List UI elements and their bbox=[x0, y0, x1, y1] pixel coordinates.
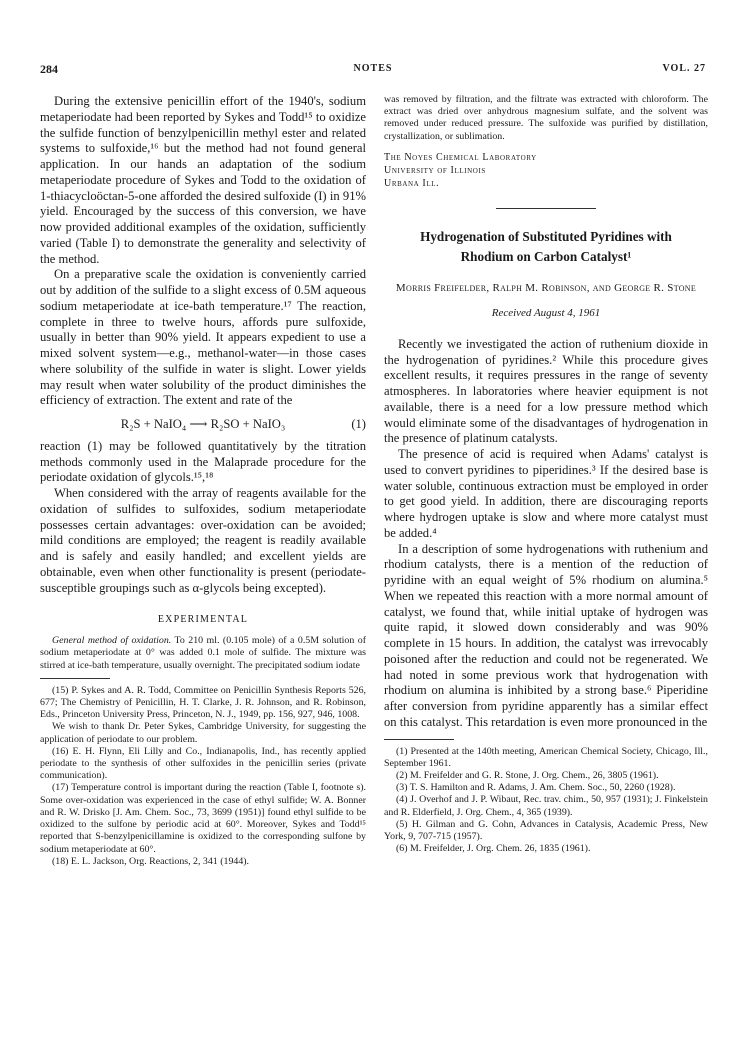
footnote: (18) E. L. Jackson, Org. Reactions, 2, 341 (1944). bbox=[52, 855, 250, 867]
footnote: (5) H. Gilman and G. Cohn, Advances in Catalysis, Academic Press, New York, 9, 707-715 (1957). bbox=[384, 818, 708, 842]
paragraph: The presence of acid is required when Adams' catalyst is used to convert pyridines to piperidines.³ If the desired base is water soluble, continuous extraction must be employed in order to get good yield. In addition, there are discouraging reports where hydrogen uptake is slow and where more catalyst must be added.⁴ bbox=[384, 447, 708, 540]
footnote: (4) J. Overhof and J. P. Wibaut, Rec. trav. chim., 50, 957 (1931); J. Finkelstein and R. Elderfield, J. Org. Chem., 4, 365 (1939). bbox=[384, 794, 708, 818]
equation bbox=[40, 417, 366, 433]
footnote-divider bbox=[40, 678, 110, 679]
affiliation bbox=[384, 151, 708, 190]
experimental-text: To 210 ml. (0.105 mole) of a 0.5M solution of sodium metaperiodate at 0° was added 0.1 mole of sulfide. The mixture was stirred at ice-bath temperature, usually overnight. The precipitated sodium iodate bbox=[40, 635, 366, 671]
affiliation-line: University of Illinois bbox=[384, 164, 486, 176]
affiliation-line: The Noyes Chemical Laboratory bbox=[384, 151, 537, 163]
received-date: Received August 4, 1961 bbox=[491, 306, 601, 319]
experimental-paragraph bbox=[40, 635, 366, 672]
footnote: (1) Presented at the 140th meeting, American Chemical Society, Chicago, Ill., September 1961. bbox=[384, 745, 708, 769]
continuation-text: was removed by filtration, and the filtrate was extracted with chloroform. The extract was dried over anhydrous magnesium sulfate, and the solvent was removed under reduced pressure. The sulfoxide was purified by distillation, crystallization, or sublimation. bbox=[384, 94, 708, 142]
footnote-divider bbox=[384, 739, 454, 740]
running-head: NOTES bbox=[353, 63, 393, 74]
experimental-continuation bbox=[384, 94, 708, 143]
experimental-lead: General method of oxidation. bbox=[52, 635, 172, 647]
paragraph: When considered with the array of reagents available for the oxidation of sulfides to sulfoxides, sodium metaperiodate possesses certain advantages: over-oxidation can be avoided; mild conditions are employed; the reagent is readily available and is safely and easily handled; and excellent yields are obtainable, even when other functionality is present (periodate-susceptible groupings such as α-glycols being excepted). bbox=[40, 486, 366, 595]
footnote: (2) M. Freifelder and G. R. Stone, J. Org. Chem., 26, 3805 (1961). bbox=[396, 769, 659, 781]
volume-label: VOL. 27 bbox=[662, 63, 706, 74]
article-authors: Morris Freifelder, Ralph M. Robinson, and George R. Stone bbox=[395, 281, 697, 294]
left-column bbox=[40, 94, 366, 868]
page-number: 284 bbox=[40, 62, 58, 76]
paragraph: Recently we investigated the action of ruthenium dioxide in the hydrogenation of pyridines.² While this procedure gives excellent results, it requires pressures in the range of seventy atmospheres. In laboratories where heavier equipment is not available, there is a need for a low pressure method which would eliminate some of the disadvantages of hydrogenation in the presence of platinum catalysts. bbox=[384, 336, 708, 446]
footnote: We wish to thank Dr. Peter Sykes, Cambridge University, for suggesting the application of periodate to our problem. bbox=[40, 721, 366, 745]
equation-number: (1) bbox=[351, 417, 366, 431]
footnote: (17) Temperature control is important during the reaction (Table I, footnote s). Some over-oxidation was experienced in the case of ethyl sulfide; W. A. Bonner and R. W. Drisko [J. Am. Chem. Soc., 73, 3699 (1951)] found ethyl sulfide to be oxidized to the sulfone by periodic acid at 60°. Moreover, Sykes and Todd¹⁵ reported that S-benzylpenicillamine is oxidized to the corresponding sulfone by sodium metaperiodate at 60°. bbox=[40, 782, 366, 855]
paragraph: reaction (1) may be followed quantitatively by the titration methods commonly used in the Malaprade procedure for the periodate oxidation of glycols.¹⁵,¹⁸ bbox=[40, 438, 366, 485]
article-divider bbox=[496, 208, 596, 209]
intro-text bbox=[40, 94, 366, 409]
equation-body: R₂S + NaIO₄ ⟶ R₂SO + NaIO₃ bbox=[120, 417, 286, 431]
affiliation-line: Urbana Ill. bbox=[384, 177, 440, 189]
article-title: Hydrogenation of Substituted Pyridines with Rhodium on Carbon Catalyst¹ bbox=[420, 228, 672, 264]
experimental-heading: EXPERIMENTAL bbox=[157, 614, 249, 626]
footnote: (3) T. S. Hamilton and R. Adams, J. Am. Chem. Soc., 50, 2260 (1928). bbox=[396, 782, 676, 794]
right-footnotes bbox=[384, 746, 708, 856]
right-column bbox=[384, 94, 708, 855]
footnote: (15) P. Sykes and A. R. Todd, Committee on Penicillin Synthesis Reports 526, 677; The Chemistry of Penicillin, H. T. Clarke, J. R. Johnson, and R. Robinson, Eds., Princeton University Press, Princeton, N. J., 1949, pp. 156, 927, 946, 1008. bbox=[40, 684, 366, 721]
paragraph: During the extensive penicillin effort of the 1940's, sodium metaperiodate had been reported by Sykes and Todd¹⁵ to oxidize the sulfide function of benzylpenicillin methyl ester and related systems to sulfoxide,¹⁶ but the method had not found general application. In our hands an adaptation of the sodium metaperiodate procedure of Sykes and Todd to the oxidation of 1-thiacycloöctan-5-one afforded the desired sulfoxide (I) in 91% yield. Encouraged by the success of this conversion, we have now provided additional examples of the oxidation, sufficiently varied (Table I) to demonstrate the generality and selectivity of the method. bbox=[40, 94, 366, 266]
page-header bbox=[40, 62, 706, 78]
left-footnotes bbox=[40, 685, 366, 868]
article-body bbox=[384, 337, 708, 731]
footnote: (16) E. H. Flynn, Eli Lilly and Co., Indianapolis, Ind., has recently applied periodate to the synthesis of other sulfoxides in the penicillin series (private communication). bbox=[40, 745, 366, 782]
footnote: (6) M. Freifelder, J. Org. Chem. 26, 1835 (1961). bbox=[396, 843, 591, 855]
experimental-section bbox=[40, 635, 366, 672]
paragraph: On a preparative scale the oxidation is conveniently carried out by addition of the sulfide to a slight excess of 0.5M aqueous sodium metaperiodate at ice-bath temperature.¹⁷ The reaction, complete in three to twelve hours, affords pure sulfoxide, usually in better than 90% yield. It appears expedient to use a mixed solvent system—e.g., methanol-water—in those cases where solubility of the sulfide in water is slight. Lower yields may result when water solubility of the product diminishes the efficiency of extraction. The extent and rate of the bbox=[40, 267, 366, 408]
discussion-text bbox=[40, 439, 366, 597]
paragraph: In a description of some hydrogenations with ruthenium and rhodium catalysts, there is a mention of the reduction of pyridine with an equal weight of 5% rhodium on alumina.⁵ When we repeated this reaction with a more normal amount of catalyst, we found that, while initial uptake of hydrogen was quite rapid, it slowed down considerably and was 90% complete in 15 hours. In addition, the catalyst was irrevocably poisoned after the reduction and could not be regenerated. We had noted in some previous work that hydrogenation with rhodium on alumina is inhibited by a strong base.⁶ Piperidine after conversion from pyridine apparently has a similar effect on this catalyst. This retardation is even more pronounced in the bbox=[384, 541, 708, 729]
